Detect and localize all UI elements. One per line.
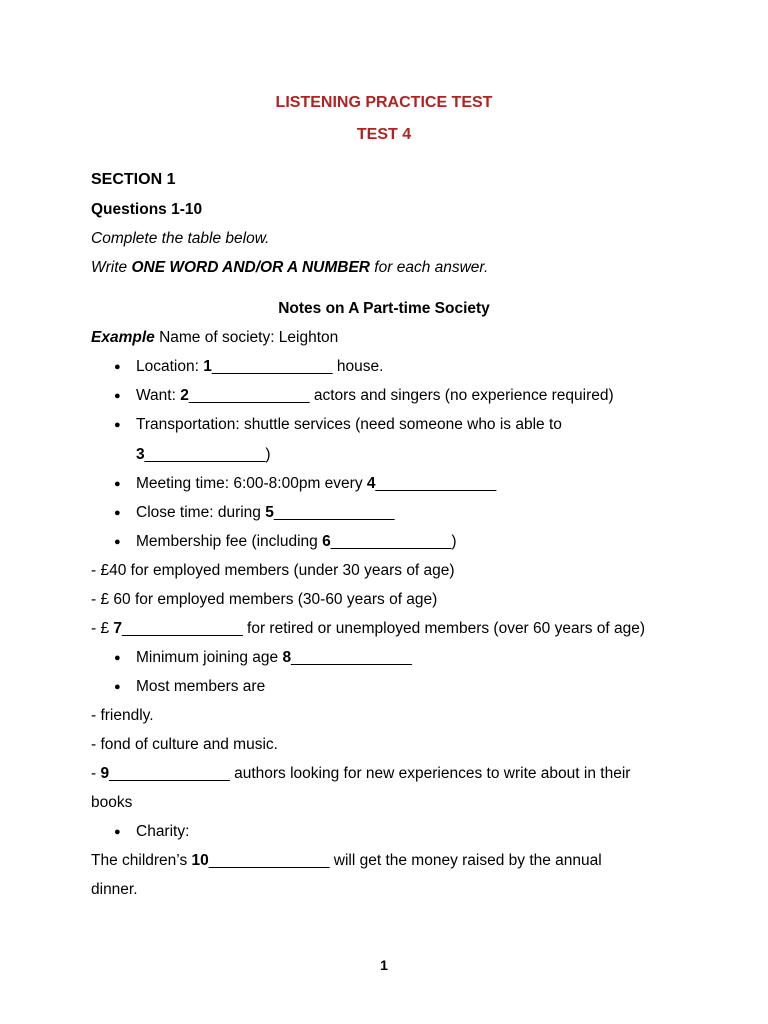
bullet-icon: ● bbox=[114, 536, 121, 548]
charity-line: The children’s 10______________ will get the money raised by the annual bbox=[91, 852, 602, 869]
members-line-2: - fond of culture and music. bbox=[91, 736, 278, 753]
list-item-charity: ● Charity: bbox=[114, 823, 190, 840]
document-title: LISTENING PRACTICE TEST bbox=[275, 94, 493, 111]
bullet-icon: ● bbox=[114, 478, 121, 490]
bullet-icon: ● bbox=[114, 652, 121, 664]
bullet-icon: ● bbox=[114, 681, 121, 693]
list-item-location: ● Location: 1______________ house. bbox=[114, 358, 384, 375]
bullet-icon: ● bbox=[114, 390, 121, 402]
page-number: 1 bbox=[380, 957, 388, 973]
members-line-3: - 9______________ authors looking for new experiences to write about in their bbox=[91, 765, 631, 782]
list-item-age: ● Minimum joining age 8______________ bbox=[114, 649, 412, 666]
fee-line-2: - £ 60 for employed members (30-60 years of age) bbox=[91, 591, 438, 608]
bullet-icon: ● bbox=[114, 361, 121, 373]
fee-line-1: - £40 for employed members (under 30 years of age) bbox=[91, 562, 455, 579]
example-line: Example Name of society: Leighton bbox=[91, 329, 339, 346]
list-item-meeting: ● Meeting time: 6:00-8:00pm every 4______________ bbox=[114, 475, 497, 492]
notes-title: Notes on A Part-time Society bbox=[278, 300, 490, 317]
list-item-close: ● Close time: during 5______________ bbox=[114, 504, 395, 521]
list-item-transport: ● Transportation: shuttle services (need someone who is able to bbox=[114, 416, 562, 433]
members-line-1: - friendly. bbox=[91, 707, 154, 724]
charity-line-continuation: dinner. bbox=[91, 881, 138, 898]
list-item-members: ● Most members are bbox=[114, 678, 266, 695]
instruction-write: Write ONE WORD AND/OR A NUMBER for each answer. bbox=[91, 259, 489, 276]
bullet-icon: ● bbox=[114, 826, 121, 838]
bullet-icon: ● bbox=[114, 507, 121, 519]
bullet-icon: ● bbox=[114, 419, 121, 431]
list-item-want: ● Want: 2______________ actors and singers (no experience required) bbox=[114, 387, 614, 404]
section-heading: SECTION 1 bbox=[91, 171, 176, 188]
questions-range: Questions 1-10 bbox=[91, 201, 203, 218]
members-line-3-continuation: books bbox=[91, 794, 133, 811]
instruction-complete: Complete the table below. bbox=[91, 230, 270, 247]
fee-line-3: - £ 7______________ for retired or unemployed members (over 60 years of age) bbox=[91, 620, 646, 637]
list-item-fee: ● Membership fee (including 6______________) bbox=[114, 533, 457, 550]
transport-continuation: 3______________) bbox=[136, 446, 271, 463]
document-subtitle: TEST 4 bbox=[356, 126, 412, 143]
